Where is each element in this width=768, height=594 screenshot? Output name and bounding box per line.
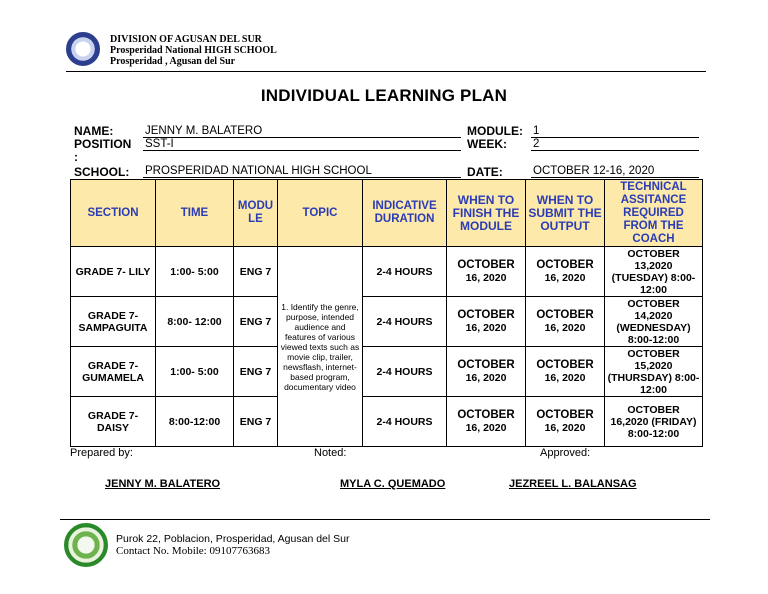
submit-date: 16, 2020	[544, 371, 586, 384]
finish-date: 16, 2020	[465, 421, 507, 434]
module-cell: ENG 7	[234, 397, 278, 447]
col-header-section: SECTION	[71, 180, 156, 247]
name-label: NAME:	[74, 124, 114, 138]
finish-date: 16, 2020	[465, 321, 507, 334]
module-value: 1	[531, 124, 699, 138]
submit-cell	[526, 347, 605, 397]
week-value: 2	[531, 137, 699, 151]
submit-cell	[526, 297, 605, 347]
duration-cell: 2-4 HOURS	[363, 347, 447, 397]
coach-cell: OCTOBER 14,2020 (WEDNESDAY) 8:00-12:00	[605, 297, 703, 347]
position-value: SST-I	[143, 137, 461, 151]
module-cell: ENG 7	[234, 297, 278, 347]
table-header-row	[71, 180, 703, 247]
col-header-submit: WHEN TO SUBMIT THE OUTPUT	[526, 180, 605, 247]
time-cell: 8:00- 12:00	[156, 297, 234, 347]
submit-cell	[526, 397, 605, 447]
submit-date: 16, 2020	[544, 271, 586, 284]
time-cell: 1:00- 5:00	[156, 347, 234, 397]
col-header-topic: TOPIC	[278, 180, 363, 247]
finish-month: OCTOBER	[457, 358, 515, 371]
submit-month: OCTOBER	[536, 258, 594, 271]
coach-cell: OCTOBER 16,2020 (FRIDAY) 8:00-12:00	[605, 397, 703, 447]
school-value: PROSPERIDAD NATIONAL HIGH SCHOOL	[143, 164, 461, 178]
date-value: OCTOBER 12-16, 2020	[531, 164, 699, 178]
finish-month: OCTOBER	[457, 308, 515, 321]
col-header-time: TIME	[156, 180, 234, 247]
section-cell: GRADE 7- LILY	[71, 247, 156, 297]
table-row	[71, 397, 703, 447]
position-label: POSITION	[74, 137, 132, 151]
col-header-finish: WHEN TO FINISH THE MODULE	[447, 180, 526, 247]
finish-cell	[447, 347, 526, 397]
time-cell: 8:00-12:00	[156, 397, 234, 447]
prepared-by-label: Prepared by:	[70, 447, 133, 459]
table-row	[71, 347, 703, 397]
submit-date: 16, 2020	[544, 321, 586, 334]
learning-plan-table	[70, 179, 703, 447]
school-name: Prosperidad National HIGH SCHOOL	[110, 45, 277, 56]
prepared-by-name: JENNY M. BALATERO	[105, 478, 221, 490]
submit-month: OCTOBER	[536, 358, 594, 371]
submit-date: 16, 2020	[544, 421, 586, 434]
col-header-coach: TECHNICAL ASSITANCE REQUIRED FROM THE COACH	[605, 180, 703, 247]
col-header-duration: INDICATIVE DURATION	[363, 180, 447, 247]
week-label: WEEK:	[467, 137, 507, 151]
footer-rule	[60, 519, 710, 520]
finish-date: 16, 2020	[465, 371, 507, 384]
finish-cell	[447, 297, 526, 347]
module-cell: ENG 7	[234, 247, 278, 297]
noted-name: MYLA C. QUEMADO	[340, 478, 446, 490]
submit-cell	[526, 247, 605, 297]
school-seal-icon	[64, 523, 108, 567]
table-row	[71, 297, 703, 347]
duration-cell: 2-4 HOURS	[363, 297, 447, 347]
approved-name: JEZREEL L. BALANSAG	[509, 478, 637, 490]
position-colon: :	[74, 150, 78, 164]
submit-month: OCTOBER	[536, 308, 594, 321]
topic-cell: 1. Identify the genre, purpose, intended audience and features of various viewed texts such as movie clip, trailer, newsflash, internet-based program, documentary video	[278, 247, 363, 447]
col-header-module: MODU LE	[234, 180, 278, 247]
section-cell: GRADE 7- GUMAMELA	[71, 347, 156, 397]
time-cell: 1:00- 5:00	[156, 247, 234, 297]
noted-label: Noted:	[314, 447, 347, 459]
coach-cell: OCTOBER 13,2020 (TUESDAY) 8:00-12:00	[605, 247, 703, 297]
table-row	[71, 247, 703, 297]
module-label: MODULE:	[467, 124, 523, 138]
finish-month: OCTOBER	[457, 408, 515, 421]
finish-month: OCTOBER	[457, 258, 515, 271]
coach-cell: OCTOBER 15,2020 (THURSDAY) 8:00-12:00	[605, 347, 703, 397]
duration-cell: 2-4 HOURS	[363, 397, 447, 447]
finish-cell	[447, 397, 526, 447]
submit-month: OCTOBER	[536, 408, 594, 421]
finish-cell	[447, 247, 526, 297]
duration-cell: 2-4 HOURS	[363, 247, 447, 297]
footer-contact: Contact No. Mobile: 09107763683	[116, 545, 270, 557]
finish-date: 16, 2020	[465, 271, 507, 284]
division-name: DIVISION OF AGUSAN DEL SUR	[110, 34, 262, 45]
footer-address: Purok 22, Poblacion, Prosperidad, Agusan del Sur	[116, 533, 350, 545]
school-location: Prosperidad , Agusan del Sur	[110, 56, 236, 67]
header-rule	[66, 71, 706, 72]
page-title: INDIVIDUAL LEARNING PLAN	[260, 86, 508, 105]
date-label: DATE:	[467, 165, 503, 179]
module-cell: ENG 7	[234, 347, 278, 397]
name-value: JENNY M. BALATERO	[143, 124, 461, 138]
section-cell: GRADE 7- DAISY	[71, 397, 156, 447]
approved-label: Approved:	[540, 447, 591, 459]
school-label: SCHOOL:	[74, 165, 130, 179]
deped-seal-icon	[66, 32, 100, 66]
section-cell: GRADE 7- SAMPAGUITA	[71, 297, 156, 347]
